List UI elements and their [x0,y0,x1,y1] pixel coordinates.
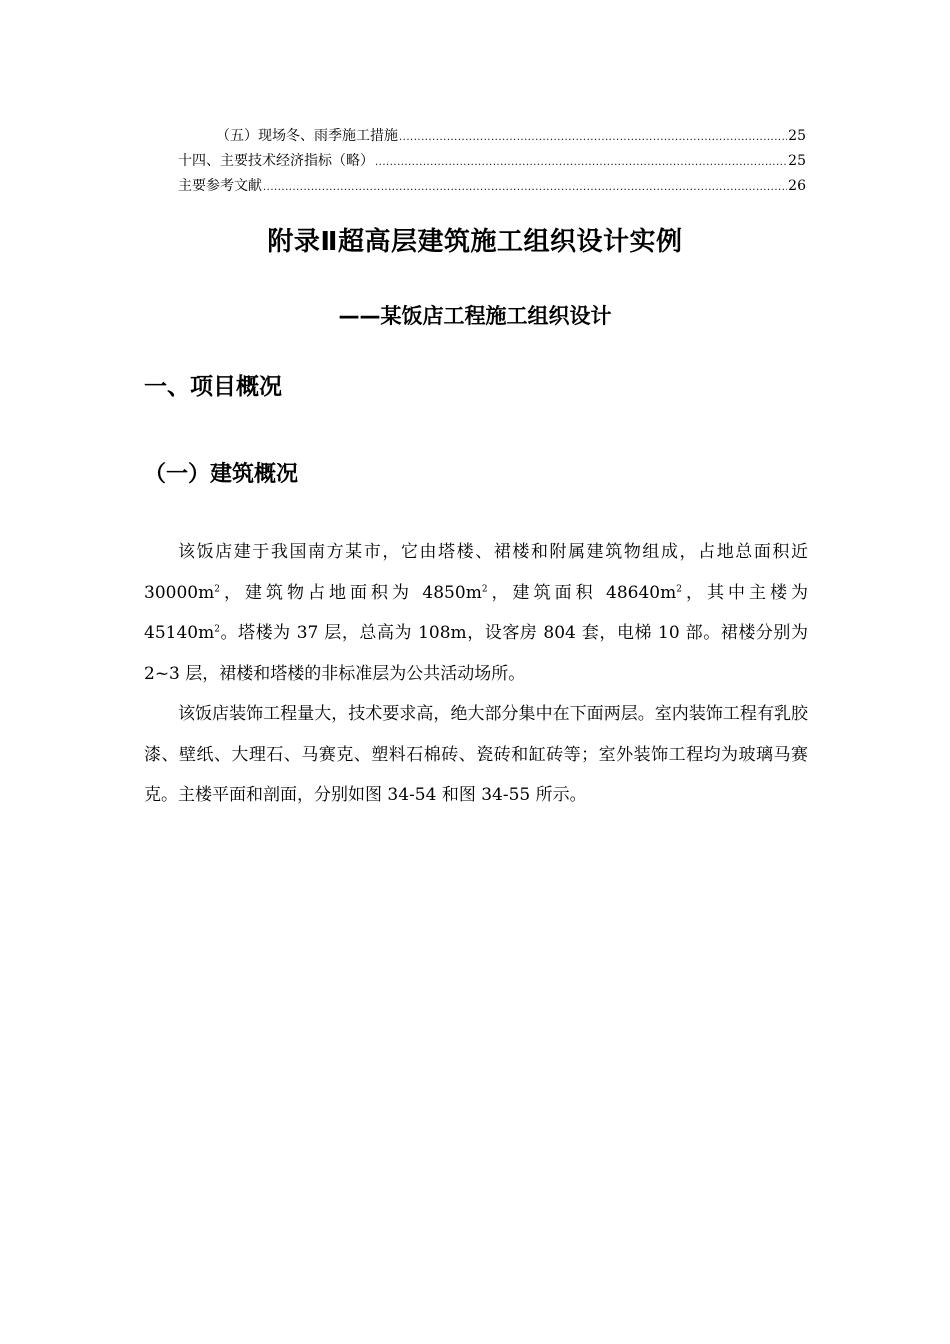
superscript: 2 [481,583,488,594]
table-of-contents [178,124,806,199]
toc-entry-page: 26 [788,178,806,194]
toc-entry-title: 十四、主要技术经济指标（略） [178,153,374,169]
toc-entry[interactable] [178,149,806,174]
body-paragraph [144,532,808,694]
paragraph-text: 。塔楼为 37 层，总高为 108m，设客房 804 套，电梯 10 部。裙楼分别为 2~3 层，裙楼和塔楼的非标准层为公共活动场所。 [144,623,808,684]
toc-dot-leader [263,175,787,200]
section-body [144,532,808,816]
toc-dot-leader [375,150,787,175]
paragraph-text: ，建筑面积 48640m [487,582,677,603]
toc-entry-page: 25 [788,128,806,144]
superscript: 2 [214,583,220,594]
toc-entry-page: 25 [788,153,806,169]
superscript: 2 [676,583,682,594]
appendix-title: 附录Ⅱ超高层建筑施工组织设计实例 [267,227,683,257]
toc-entry-title: （五）现场冬、雨季施工措施 [216,128,398,144]
section-heading: 一、项目概况 [144,374,282,400]
body-paragraph: 该饭店装饰工程量大，技术要求高，绝大部分集中在下面两层。室内装饰工程有乳胶漆、壁纸、大理石、马赛克、塑料石棉砖、瓷砖和缸砖等；室外装饰工程均为玻璃马赛克。主楼平面和剖面，分别如图 34-54 和图 34-55 所示。 [144,704,808,805]
superscript: 2 [214,624,220,635]
toc-entry[interactable] [178,124,806,149]
paragraph-text: ，其中主楼为 45140m [144,582,808,643]
appendix-subtitle: ——某饭店工程施工组织设计 [338,304,612,328]
paragraph-text: ，建筑物占地面积为 4850m [219,582,482,603]
toc-dot-leader [399,125,787,150]
paragraph-text: 该饭店建于我国南方某市，它由塔楼、裙楼和附属建筑物组成，占地总面积近 30000m [144,542,808,603]
toc-entry-title: 主要参考文献 [178,178,262,194]
toc-entry[interactable] [178,174,806,199]
subsection-heading: （一）建筑概况 [144,462,299,487]
